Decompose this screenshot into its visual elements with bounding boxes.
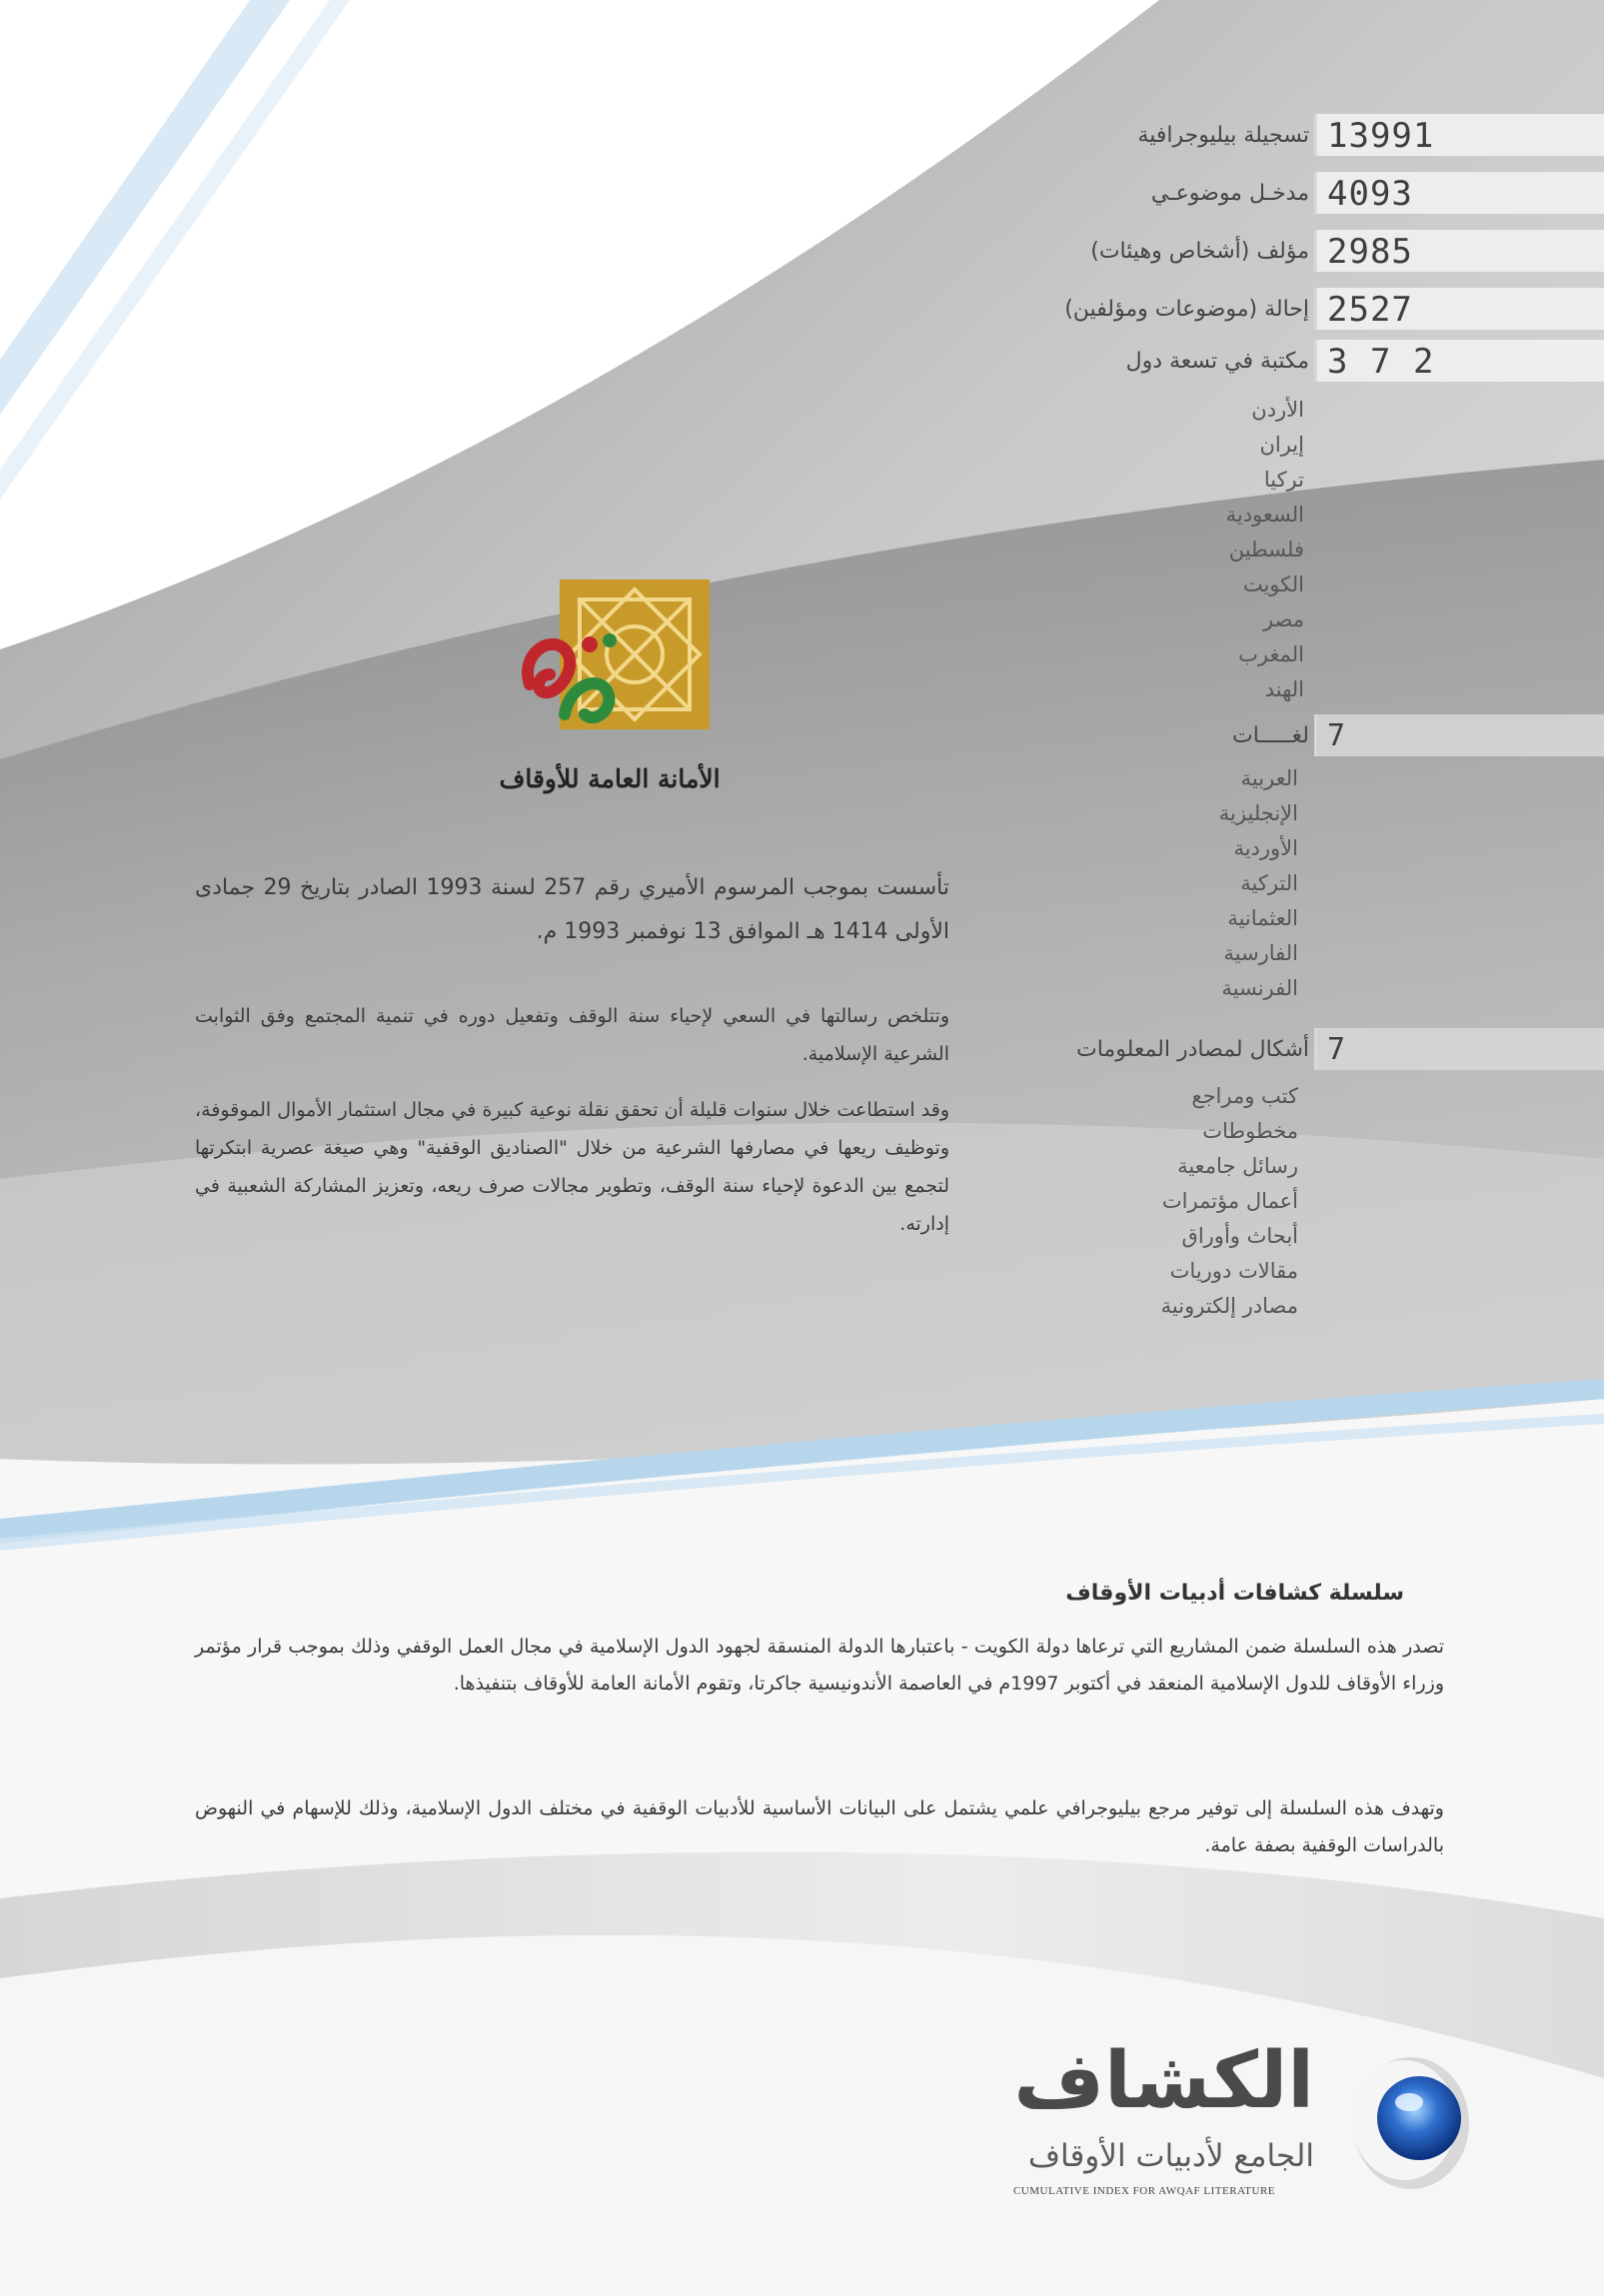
languages-header <box>0 714 1604 758</box>
stat-bibliographic <box>0 114 1604 158</box>
stat-libraries <box>0 340 1604 384</box>
stat-number: 2 7 3 <box>1327 342 1435 382</box>
list-item: العربية <box>1240 766 1298 790</box>
list-item: المغرب <box>1238 642 1304 666</box>
series-goal: وتهدف هذه السلسلة إلى توفير مرجع بيليوجرافي علمي يشتمل على البيانات الأساسية للأدبيات الوقفية في مختلف الدول الإسلامية، وذلك للإسهام في النهوض بالدراسات الوقفية بصفة عامة. <box>195 1797 1444 1856</box>
list-item: الهند <box>1264 677 1304 701</box>
list-item: مصادر إلكترونية <box>1160 1294 1298 1318</box>
list-item: مخطوطات <box>1202 1119 1298 1143</box>
series-description: تصدر هذه السلسلة ضمن المشاريع التي ترعاها دولة الكويت - باعتبارها الدولة المنسقة لجهود الدول الإسلامية في مجال العمل الوقفي وذلك بموجب قرار مؤتمر وزراء الأوقاف للدول الإسلامية المنعقد في أكتوبر 1997م في العاصمة الأندونيسية جاكرتا، وتقوم الأمانة العامة للأوقاف بتنفيذها. <box>195 1636 1444 1695</box>
list-item: فلسطين <box>1228 538 1304 562</box>
stat-label: مكتبة في تسعة دول <box>1125 349 1309 374</box>
stat-number: 7 <box>1327 718 1347 753</box>
list-item: تركيا <box>1263 468 1304 492</box>
stat-label: تسجيلة بيليوجرافية <box>1137 123 1309 148</box>
brand-subtitle: الجامع لأدبيات الأوقاف <box>1027 2138 1314 2174</box>
org-logo-caption: الأمانة العامة للأوقاف <box>499 764 721 793</box>
list-item: مصر <box>1262 607 1304 631</box>
stat-label: لغـــــات <box>1232 723 1309 748</box>
list-item: العثمانية <box>1227 906 1298 930</box>
stat-label: مؤلف (أشخاص وهيئات) <box>1090 239 1309 264</box>
stat-number: 2985 <box>1327 232 1413 272</box>
stat-label: أشكال لمصادر المعلومات <box>1076 1037 1309 1062</box>
brand-name: الكشاف <box>1013 2036 1314 2126</box>
list-item: السعودية <box>1225 503 1304 527</box>
series-title: سلسلة كشافات أدبيات الأوقاف <box>1065 1581 1404 1606</box>
awqaf-logo <box>490 574 730 754</box>
stat-label: مدخـل موضوعـي <box>1150 181 1309 206</box>
language-list <box>1219 761 1298 1006</box>
list-item: التركية <box>1240 871 1298 895</box>
list-item: الفارسية <box>1223 941 1298 965</box>
stat-subjects <box>0 172 1604 216</box>
about-mission: وتتلخص رسالتها في السعي لإحياء سنة الوقف وتفعيل دوره في تنمية المجتمع وفق الثوابت الشرعية الإسلامية. <box>195 1005 949 1065</box>
country-list <box>1226 393 1304 707</box>
list-item: إيران <box>1259 433 1304 457</box>
brand-english: CUMULATIVE INDEX FOR AWQAF LITERATURE <box>1012 2185 1276 2197</box>
list-item: الأوردية <box>1233 836 1298 860</box>
forms-list <box>1161 1079 1298 1324</box>
stat-number: 13991 <box>1327 116 1435 156</box>
stat-references <box>0 288 1604 332</box>
org-logo <box>490 574 730 809</box>
list-item: الفرنسية <box>1221 976 1298 1000</box>
stat-label: إحالة (موضوعات ومؤلفين) <box>1064 297 1309 322</box>
stat-number: 4093 <box>1327 174 1413 214</box>
list-item: رسائل جامعية <box>1177 1154 1298 1178</box>
list-item: مقالات دوريات <box>1169 1259 1298 1283</box>
list-item: الأردن <box>1251 398 1304 422</box>
list-item: أعمال مؤتمرات <box>1161 1189 1298 1213</box>
about-founding: تأسست بموجب المرسوم الأميري رقم 257 لسنة 1993 الصادر بتاريخ 29 جمادى الأولى 1414 هـ الموافق 13 نوفمبر 1993 م. <box>195 875 950 944</box>
list-item: الكويت <box>1242 573 1304 596</box>
stat-number: 7 <box>1327 1032 1347 1067</box>
stat-authors <box>0 230 1604 274</box>
list-item: أبحاث وأوراق <box>1181 1224 1298 1248</box>
list-item: كتب ومراجع <box>1191 1084 1298 1108</box>
list-item: الإنجليزية <box>1218 801 1298 825</box>
stat-number: 2527 <box>1327 290 1413 330</box>
about-achievements: وقد استطاعت خلال سنوات قليلة أن تحقق نقلة نوعية كبيرة في مجال استثمار الأموال الموقوفة، وتوظيف ريعها في مصارفها الشرعية من خلال "الصناديق الوقفية" وهي صيغة عصرية ابتكرتها لتجمع بين الدعوة لإحياء سنة الوقف، وتطوير مجالات صرف ريعه، وتعزيز المشاركة الشعبية في إدارته. <box>195 1099 949 1235</box>
